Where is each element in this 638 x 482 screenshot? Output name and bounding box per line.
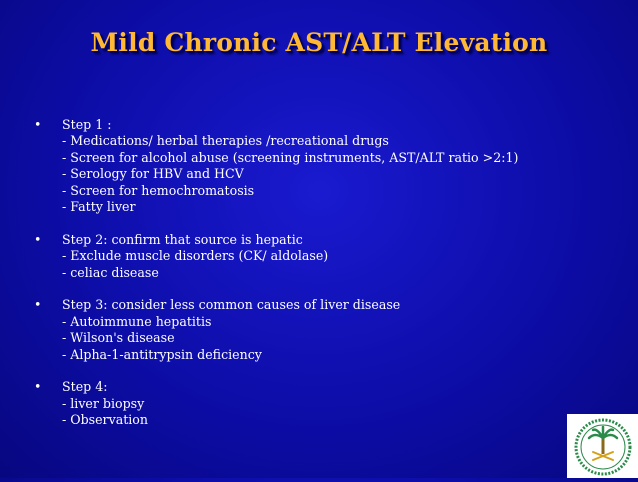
sub-line: - Screen for hemochromatosis <box>62 182 255 198</box>
step-heading: Step 1 : <box>62 117 112 132</box>
step-heading: Step 2: confirm that source is hepatic <box>62 231 303 247</box>
sub-line: - Medications/ herbal therapies /recreational drugs <box>62 133 389 149</box>
sub-line: - Serology for HBV and HCV <box>62 166 244 182</box>
bullet-icon: • <box>34 231 42 247</box>
sub-line: - Autoimmune hepatitis <box>62 313 212 329</box>
sub-line: - celiac disease <box>62 264 159 280</box>
bullet-item-step-4 <box>34 379 604 428</box>
step-heading: Step 4: <box>62 379 108 395</box>
sub-line: - Fatty liver <box>62 199 136 215</box>
bullet-list <box>34 117 604 445</box>
step-heading: Step 3: consider less common causes of liver disease <box>62 297 401 313</box>
organization-logo <box>567 414 638 478</box>
slide-title: Mild Chronic AST/ALT Elevation <box>90 28 548 57</box>
sub-line: - Screen for alcohol abuse (screening instruments, AST/ALT ratio >2:1) <box>62 149 519 165</box>
palm-tree-emblem-icon <box>567 414 638 478</box>
bullet-item-step-2 <box>34 232 604 281</box>
sub-line: - Observation <box>62 412 148 428</box>
sub-line: - Exclude muscle disorders (CK/ aldolase) <box>62 248 329 264</box>
bullet-item-step-1 <box>34 117 604 215</box>
sub-line: - Wilson's disease <box>62 330 175 346</box>
bullet-icon: • <box>34 379 42 395</box>
sub-line: - Alpha-1-antitrypsin deficiency <box>62 346 262 362</box>
bullet-item-step-3 <box>34 297 604 363</box>
bullet-icon: • <box>34 297 42 313</box>
sub-line: - liver biopsy <box>62 395 145 411</box>
bullet-icon: • <box>34 117 42 132</box>
